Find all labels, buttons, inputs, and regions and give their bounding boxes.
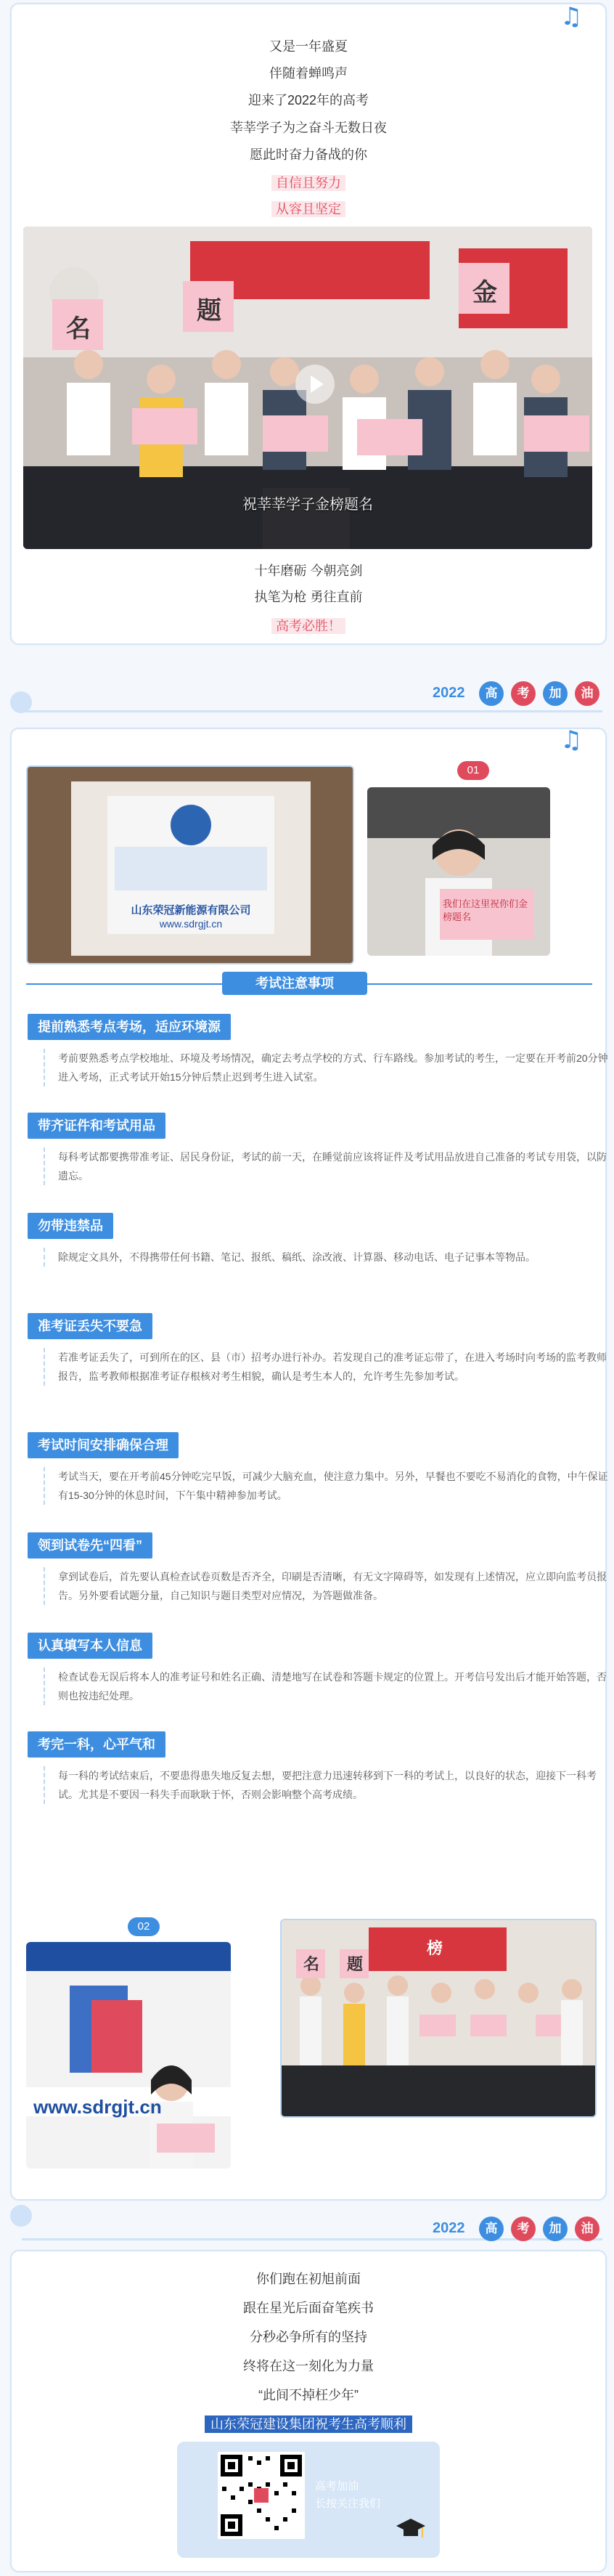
company-lobby-photo	[26, 765, 354, 964]
year-label: 2022	[433, 2220, 465, 2236]
slogan-char: 加	[543, 681, 568, 706]
slogan-char: 考	[511, 2217, 536, 2241]
section-title: 带齐证件和考试用品	[28, 1113, 165, 1139]
qr-code[interactable]	[218, 2452, 305, 2539]
section-text: 每科考试都要携带准考证、居民身份证，考试的前一天，在睡觉前应该将证件及考试用品放进自己准备的考试专用袋，以防遗忘。	[44, 1147, 610, 1185]
company-banner: 山东荣冠建设集团祝考生高考顺利	[205, 2415, 412, 2433]
video-caption: 祝莘莘学子金榜题名	[242, 497, 373, 513]
company-sign: 山东荣冠新能源有限公司	[131, 904, 251, 917]
section-text: 除规定文具外，不得携带任何书籍、笔记、报纸、稿纸、涂改液、计算器、移动电话、电子记事本等物品。	[44, 1248, 610, 1267]
poem-line: 愿此时奋力备战的你	[250, 147, 367, 162]
number-badge: 01	[457, 761, 489, 780]
slogan-char: 油	[575, 681, 599, 706]
wall-char: 金	[472, 279, 497, 306]
section-title: 准考证丢失不要急	[28, 1313, 152, 1339]
section-text: 检查试卷无误后将本人的准考证号和姓名正确、清楚地写在试卷和答题卡规定的位置上。开考信号发出后才能开始答题，否则也按违纪处理。	[44, 1667, 610, 1705]
section-title: 勿带违禁品	[28, 1213, 113, 1239]
graduation-cap-icon	[395, 2514, 427, 2546]
poem-line: 迎来了2022年的高考	[247, 93, 369, 107]
year-label: 2022	[433, 685, 465, 701]
section-title: 考完一科，心平气和	[28, 1731, 165, 1758]
section-text: 每一科的考试结束后，不要患得患失地反复去想，要把注意力迅速转移到下一科的考试上，以良好的状态，迎接下一科考试。尤其是不要因一科失手而耿耿于怀，否则会影响整个高考成绩。	[44, 1766, 610, 1804]
slogan-char: 考	[511, 681, 536, 706]
highlight-line: 高考必胜！	[271, 618, 345, 634]
section-text: 若准考证丢失了，可到所在的区、县（市）招考办进行补办。若发现自己的准考证忘带了，在进入考场时向考场的监考教师报告，监考教师根据准考证存根核对考生相貌，确认是考生本人的，允许考生先参加考试。	[44, 1348, 610, 1386]
poem-line: 执笔为枪 勇往直前	[254, 590, 363, 604]
section-text: 考前要熟悉考点学校地址、环境及考场情况，确定去考点学校的方式、行车路线。参加考试的考生，一定要在开考前20分钟进入考场，正式考试开始15分钟后禁止迟到考生进入试室。	[44, 1049, 610, 1086]
poem-line: “此间不掉枉少年”	[258, 2388, 359, 2402]
closing-card	[10, 2250, 607, 2572]
slogan-bar	[10, 2203, 604, 2244]
poem-line: 伴随着蝉鸣声	[269, 66, 348, 81]
wall-char: 榜	[427, 1939, 443, 1957]
poem-line: 十年磨砺 今朝亮剑	[254, 564, 363, 578]
group-photo	[280, 1919, 597, 2118]
notice-title: 考试注意事项	[222, 972, 367, 995]
poem-line: 终将在这一刻化为力量	[243, 2359, 374, 2373]
poem-line: 跟在星光后面奋笔疾书	[243, 2301, 374, 2315]
poem-line: 又是一年盛夏	[269, 39, 348, 54]
section-text: 考试当天，要在开考前45分钟吃完早饭，可减少大脑充血，使注意力集中。另外，早餐也不要吃不易消化的食物，中午保证有15-30分钟的休息时间，下午集中精神参加考试。	[44, 1467, 610, 1505]
poem-line: 你们跑在初旭前面	[256, 2272, 361, 2286]
play-button[interactable]	[295, 365, 335, 404]
qr-follow-card[interactable]	[177, 2442, 440, 2558]
company-url: www.sdrgjt.cn	[33, 2096, 162, 2118]
section-title: 领到试卷先“四看”	[28, 1532, 152, 1559]
notice-card	[10, 728, 607, 2201]
slogan-char: 高	[479, 681, 504, 706]
student-photo	[26, 1942, 231, 2169]
poem-line: 莘莘学子为之奋斗无数日夜	[230, 121, 387, 135]
divider	[22, 710, 602, 712]
section-text: 拿到试卷后，首先要认真检查试卷页数是否齐全，印刷是否清晰，有无文字障碍等，如发现有上述情况，应立即向监考员报告。另外要看试题分量，自己知识与题目类型对应情况，为答题做准备。	[44, 1567, 610, 1605]
music-notes-icon: ♫	[560, 2, 583, 31]
qr-text: 长按关注我们	[315, 2498, 381, 2510]
poem-line: 分秒必争所有的坚持	[250, 2330, 367, 2344]
slogan-bar	[10, 675, 604, 716]
section-title: 认真填写本人信息	[28, 1633, 152, 1659]
wall-char: 名	[303, 1955, 320, 1973]
wall-char: 题	[347, 1955, 364, 1973]
bubble-decoration	[10, 2205, 32, 2227]
student-photo	[367, 787, 550, 956]
slogan-char: 油	[575, 2217, 599, 2241]
company-url: www.sdrgjt.cn	[159, 918, 223, 930]
intro-card	[10, 3, 607, 645]
qr-text: 高考加油	[315, 2480, 359, 2492]
placard-text: 我们在这里祝你们金榜题名	[443, 898, 528, 922]
section-title: 考试时间安排确保合理	[28, 1432, 179, 1458]
slogan-char: 加	[543, 2217, 568, 2241]
wall-char: 名	[66, 315, 91, 343]
slogan-char: 高	[479, 2217, 504, 2241]
number-badge: 02	[128, 1917, 160, 1936]
wall-char: 题	[197, 297, 221, 325]
play-icon	[311, 375, 324, 393]
highlight-line: 从容且坚定	[271, 201, 345, 217]
music-notes-icon: ♫	[560, 726, 583, 755]
video-player[interactable]	[23, 227, 592, 549]
highlight-line: 自信且努力	[271, 175, 345, 191]
section-title: 提前熟悉考点考场，适应环境源	[28, 1014, 231, 1040]
